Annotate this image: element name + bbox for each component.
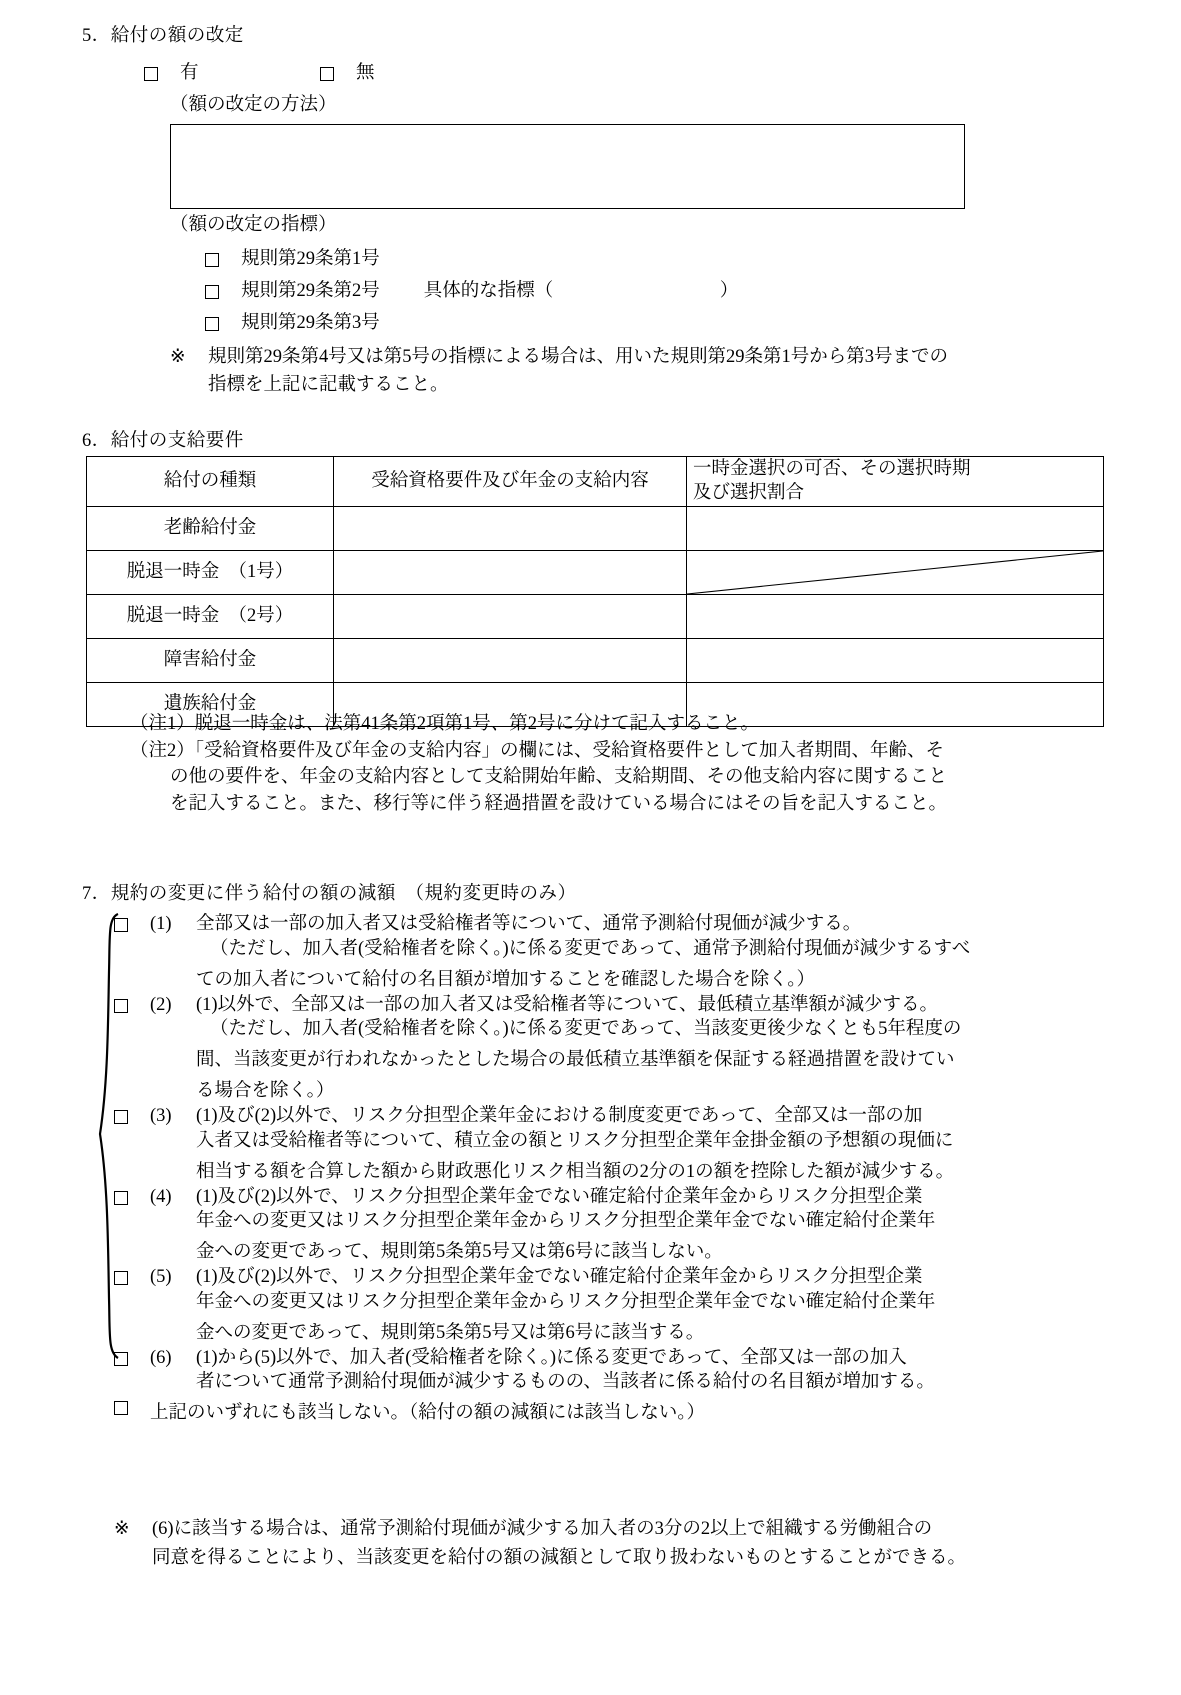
revision-index-label: （額の改定の指標） — [170, 215, 337, 235]
checkbox-icon[interactable] — [205, 285, 219, 299]
cell-eligibility[interactable] — [334, 506, 687, 550]
checkbox-cell[interactable] — [114, 1107, 150, 1124]
note-line-1: 規則第29条第4号又は第5号の指標による場合は、用いた規則第29条第1号から第3号までの — [208, 347, 949, 367]
index-option-3[interactable] — [205, 314, 738, 346]
checkbox-icon[interactable] — [114, 999, 128, 1013]
index-option-2-label: 規則第29条第2号 — [241, 281, 380, 301]
cell-lumpsum[interactable] — [687, 638, 1104, 682]
checkbox-icon[interactable] — [114, 1352, 128, 1366]
reduction-item-5-number: (5) — [150, 1267, 172, 1287]
reduction-item-6[interactable] — [114, 1349, 1074, 1368]
reduction-item-2-sub-1: （ただし、加入者(受給権者を除く。)に係る変更であって、当該変更後少なくとも5年程度の — [210, 1019, 962, 1039]
reduction-item-5-sub-2: 金への変更であって、規則第5条第5号又は第6号に該当する。 — [196, 1322, 705, 1343]
note-line-2: 指標を上記に記載すること。 — [208, 374, 449, 395]
reduction-item-2-sub-3: る場合を除く。） — [196, 1081, 335, 1101]
reduction-item-4-number: (4) — [150, 1186, 172, 1207]
table-row — [87, 594, 1104, 638]
reduction-item-3-number: (3) — [150, 1106, 172, 1126]
reduction-item-5-sub-1: 年金への変更又はリスク分担型企業年金からリスク分担型企業年金でない確定給付企業年 — [196, 1291, 936, 1312]
checkbox-cell[interactable] — [114, 915, 150, 932]
reduction-item-4-sub-1: 年金への変更又はリスク分担型企業年金からリスク分担型企業年金でない確定給付企業年 — [196, 1211, 936, 1231]
reduction-item-1-sub-2: ての加入者について給付の名目額が増加することを確認した場合を除く。） — [196, 969, 816, 990]
checkbox-cell[interactable] — [114, 1349, 150, 1366]
option-yes-label: 有 — [180, 63, 199, 83]
reduction-item-4-sub-2: 金への変更であって、規則第5条第5号又は第6号に該当しない。 — [196, 1242, 723, 1262]
cell-lumpsum[interactable] — [687, 506, 1104, 550]
section-5-note — [170, 348, 1040, 394]
option-no-label: 無 — [356, 63, 375, 83]
table-row — [87, 550, 1104, 594]
reduction-item-2[interactable] — [114, 996, 1074, 1015]
reduction-item-6-number: (6) — [150, 1347, 172, 1368]
reduction-item-5-text: (1)及び(2)以外で、リスク分担型企業年金でない確定給付企業年金からリスク分担型企業 — [196, 1267, 923, 1287]
cell-benefit-type: 脱退一時金 （1号） — [87, 550, 334, 594]
column-header-eligibility: 受給資格要件及び年金の支給内容 — [334, 457, 687, 507]
table-note-2-line-2: の他の要件を、年金の支給内容として支給開始年齢、支給期間、その他支給内容に関すること — [170, 767, 948, 787]
checkbox-cell[interactable] — [114, 1188, 150, 1205]
column-header-benefit-type: 給付の種類 — [87, 457, 334, 507]
section-6-notes — [130, 715, 1045, 821]
table-note-2-line-3: を記入すること。また、移行等に伴う経過措置を設けている場合にはその旨を記入すること。 — [170, 793, 948, 814]
reduction-item-2-text: (1)以外で、全部又は一部の加入者又は受給権者等について、最低積立基準額が減少する。 — [196, 994, 938, 1015]
cell-lumpsum[interactable] — [687, 594, 1104, 638]
table-note-2-line-1: （注2）「受給資格要件及び年金の支給内容」の欄には、受給資格要件として加入者期間、年齢、そ — [130, 740, 945, 761]
index-option-1-label: 規則第29条第1号 — [241, 249, 380, 269]
reduction-item-3-text: (1)及び(2)以外で、リスク分担型企業年金における制度変更であって、全部又は一部の加 — [196, 1106, 923, 1126]
checkbox-icon[interactable] — [114, 1110, 128, 1124]
reduction-item-1[interactable] — [114, 915, 1074, 934]
revision-index-options — [205, 250, 738, 346]
benefit-requirements-table — [86, 456, 1104, 727]
note-mark: ※ — [170, 347, 186, 367]
section-7-note — [114, 1520, 1054, 1567]
reduction-item-3[interactable] — [114, 1107, 1074, 1126]
final-note-line-1: (6)に該当する場合は、通常予測給付現価が減少する加入者の3分の2以上で組織する労働組合の — [152, 1519, 933, 1539]
reduction-item-3-sub-2: 相当する額を合算した額から財政悪化リスク相当額の2分の1の額を控除した額が減少する。 — [196, 1161, 955, 1182]
reduction-item-1-sub-1: （ただし、加入者(受給権者を除く。)に係る変更であって、通常予測給付現価が減少するすべ — [210, 938, 971, 959]
reduction-item-none-label: 上記のいずれにも該当しない。（給付の額の減額には該当しない。） — [150, 1403, 706, 1423]
reduction-item-6-sub-1: 者について通常予測給付現価が減少するものの、当該者に係る給付の名目額が増加する。 — [196, 1372, 935, 1392]
final-note-line-2: 同意を得ることにより、当該変更を給付の額の減額として取り扱わないものとすることができる。 — [152, 1547, 967, 1568]
cell-eligibility[interactable] — [334, 550, 687, 594]
checkbox-icon[interactable] — [320, 67, 334, 81]
option-no[interactable] — [320, 64, 375, 83]
reduction-item-4[interactable] — [114, 1188, 1074, 1207]
table-header-row — [87, 457, 1104, 507]
section-5-heading: 5．給付の額の改定 — [82, 26, 244, 46]
reduction-item-1-text: 全部又は一部の加入者又は受給権者等について、通常予測給付現価が減少する。 — [196, 914, 862, 934]
index-option-2[interactable] — [205, 282, 738, 314]
checkbox-icon[interactable] — [144, 67, 158, 81]
checkbox-icon[interactable] — [114, 1401, 128, 1415]
checkbox-icon[interactable] — [114, 1191, 128, 1205]
reduction-item-3-sub-1: 入者又は受給権者等について、積立金の額とリスク分担型企業年金掛金額の予想額の現価に — [196, 1130, 954, 1151]
table-note-1: （注1）脱退一時金は、法第41条第2項第1号、第2号に分けて記入すること。 — [130, 714, 760, 734]
section-6-heading: 6．給付の支給要件 — [82, 431, 244, 451]
reduction-item-2-sub-2: 間、当該変更が行われなかったとした場合の最低積立基準額を保証する経過措置を設けてい — [196, 1050, 955, 1070]
cell-eligibility[interactable] — [334, 594, 687, 638]
strikethrough-diagonal-icon — [687, 551, 1103, 594]
checkbox-icon[interactable] — [205, 317, 219, 331]
cell-lumpsum-struck-out — [687, 550, 1104, 594]
option-yes[interactable] — [144, 64, 199, 83]
column-header-lumpsum-line2: 及び選択割合 — [693, 483, 805, 504]
table-row — [87, 638, 1104, 682]
checkbox-cell[interactable] — [114, 996, 150, 1013]
section-7-heading: 7．規約の変更に伴う給付の額の減額 （規約変更時のみ） — [82, 884, 577, 904]
reduction-item-1-number: (1) — [150, 914, 172, 934]
cell-benefit-type: 老齢給付金 — [87, 506, 334, 550]
revision-method-label: （額の改定の方法） — [170, 95, 337, 115]
table-row — [87, 506, 1104, 550]
note-mark: ※ — [114, 1519, 130, 1539]
reduction-item-5[interactable] — [114, 1268, 1074, 1287]
cell-benefit-type: 障害給付金 — [87, 638, 334, 682]
index-option-3-label: 規則第29条第3号 — [241, 313, 380, 333]
reduction-item-none[interactable] — [114, 1398, 1074, 1429]
section-5-revision-options — [144, 64, 375, 83]
reduction-condition-list — [114, 915, 1074, 1429]
checkbox-icon[interactable] — [114, 1271, 128, 1285]
cell-eligibility[interactable] — [334, 638, 687, 682]
checkbox-icon[interactable] — [205, 253, 219, 267]
column-header-lumpsum — [687, 457, 1104, 507]
reduction-item-6-text: (1)から(5)以外で、加入者(受給権者を除く。)に係る変更であって、全部又は一部の加入 — [196, 1347, 907, 1368]
column-header-lumpsum-line1: 一時金選択の可否、その選択時期 — [693, 459, 971, 479]
reduction-item-4-text: (1)及び(2)以外で、リスク分担型企業年金でない確定給付企業年金からリスク分担型企業 — [196, 1186, 923, 1207]
reduction-item-2-number: (2) — [150, 994, 172, 1015]
index-option-2-specific-field[interactable]: 具体的な指標（ ） — [423, 281, 739, 301]
checkbox-cell[interactable] — [114, 1268, 150, 1285]
checkbox-cell[interactable] — [114, 1398, 150, 1415]
index-option-1[interactable] — [205, 250, 738, 282]
cell-benefit-type: 脱退一時金 （2号） — [87, 594, 334, 638]
checkbox-icon[interactable] — [114, 918, 128, 932]
revision-method-input[interactable] — [170, 124, 965, 209]
cell-benefit-type: 遺族給付金 — [87, 682, 334, 726]
